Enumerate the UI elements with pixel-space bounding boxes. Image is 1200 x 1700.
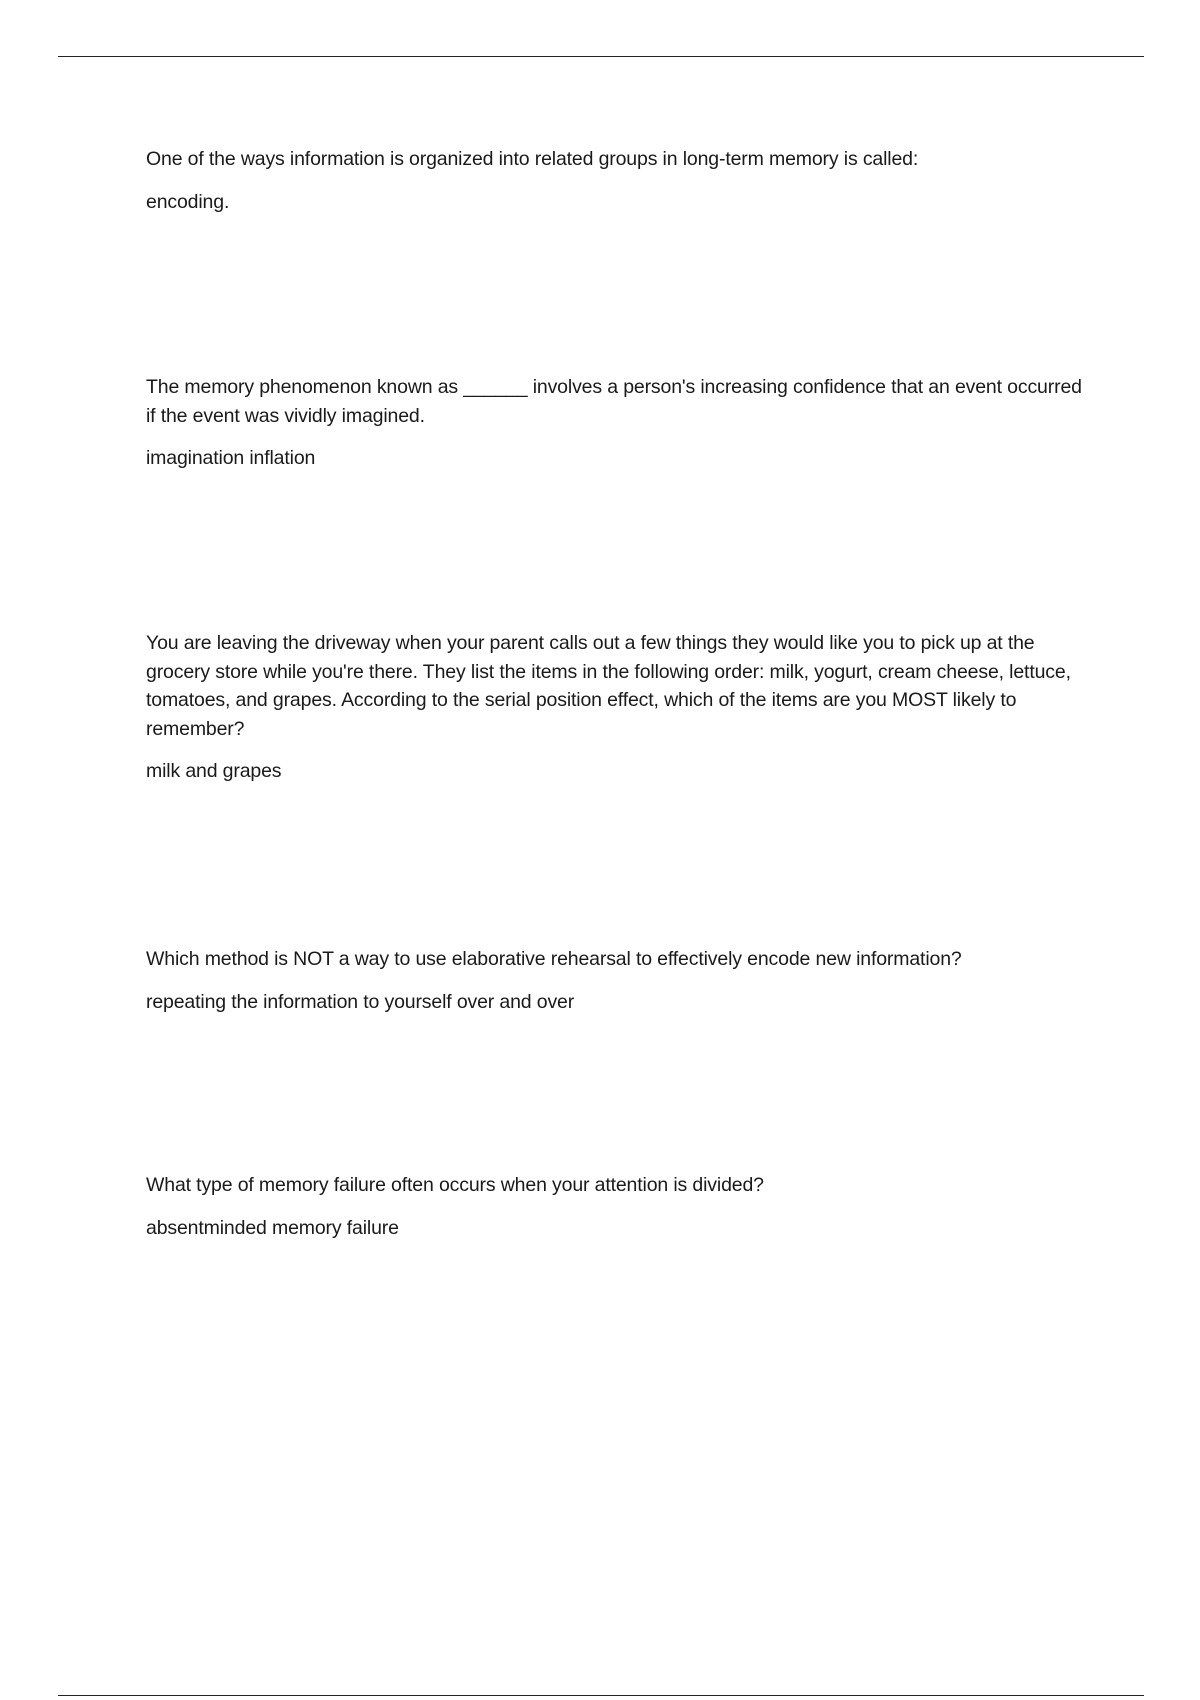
answer-text: imagination inflation	[146, 447, 316, 469]
qa-item	[146, 145, 1096, 216]
question-text: Which method is NOT a way to use elaborative rehearsal to effectively encode new information?	[146, 948, 962, 970]
question-text: What type of memory failure often occurs when your attention is divided?	[146, 1174, 764, 1196]
question-text: One of the ways information is organized into related groups in long-term memory is called:	[146, 148, 919, 170]
answer-text: milk and grapes	[146, 760, 282, 782]
qa-item	[146, 1171, 1096, 1242]
question-text: The memory phenomenon known as ______ involves a person's increasing confidence that an event occurred if the event was vividly imagined.	[146, 376, 1082, 427]
qa-item	[146, 629, 1096, 786]
question-text: You are leaving the driveway when your parent calls out a few things they would like you to pick up at the grocery store while you're there. They list the items in the following order: milk, yogurt, cream cheese, lettuce, tomatoes, and grapes. According to the serial position effect, which of the items are you MOST likely to remember?	[146, 632, 1071, 740]
answer-text: absentminded memory failure	[146, 1216, 399, 1239]
answer-text: repeating the information to yourself over and over	[146, 990, 575, 1013]
qa-item	[146, 945, 1096, 1016]
qa-item	[146, 373, 1096, 473]
header-rule	[58, 56, 1144, 57]
answer-text: encoding.	[146, 190, 230, 213]
footer-rule	[58, 1695, 1144, 1696]
